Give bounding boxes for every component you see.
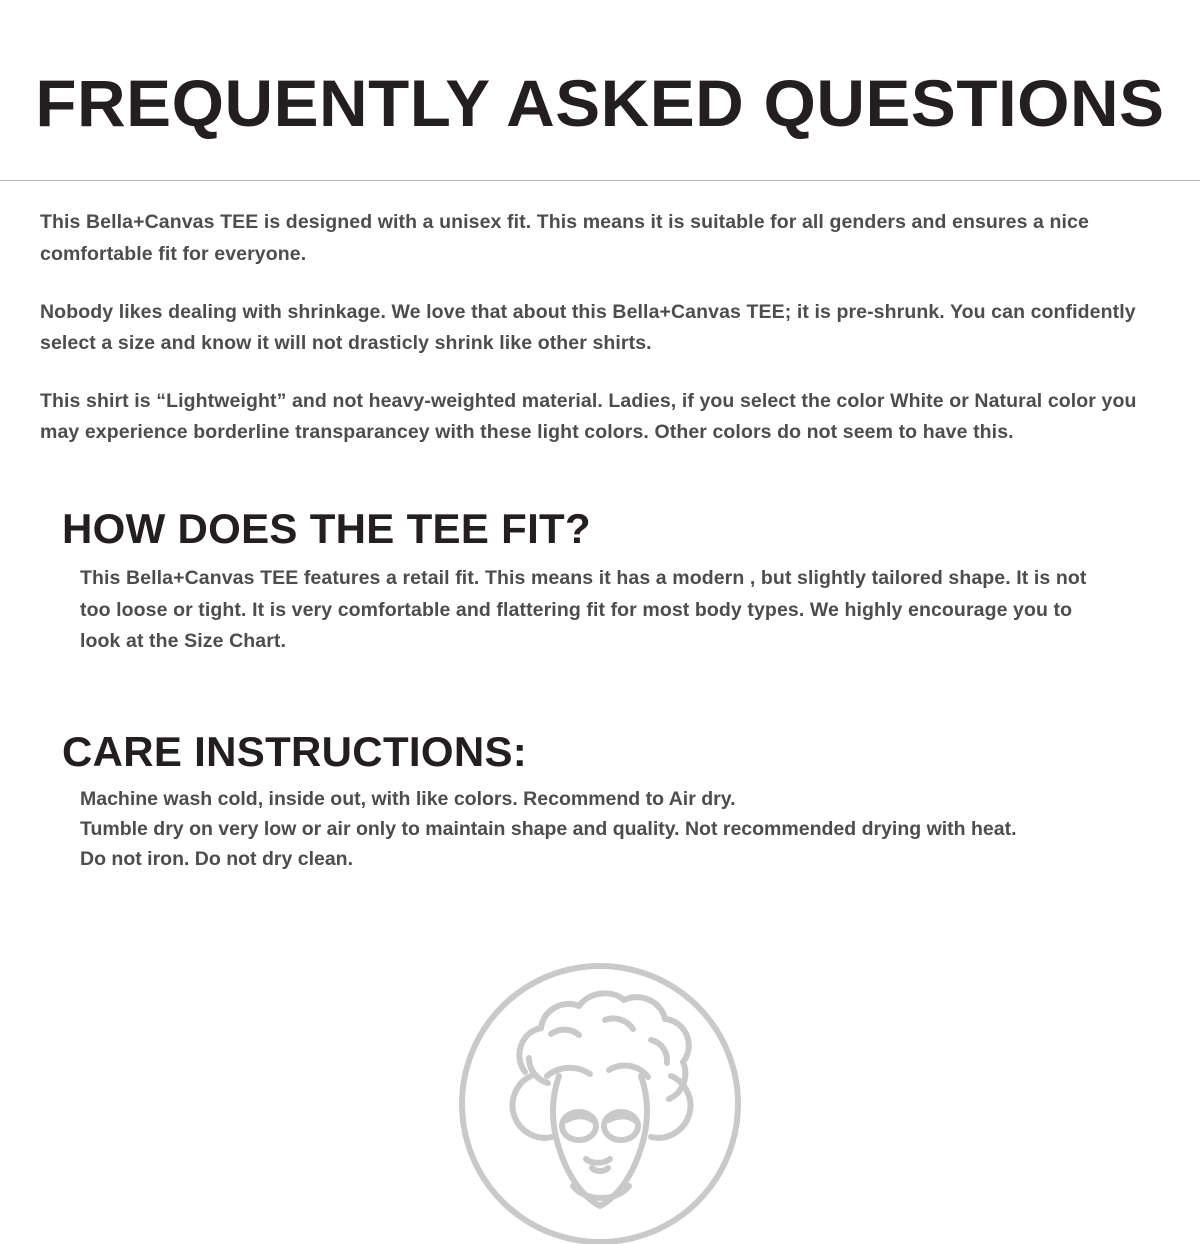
intro-paragraph-2: Nobody likes dealing with shrinkage. We love that about this Bella+Canvas TEE; it is pre-shrunk. You can confidently select a size and know it will not drasticly shrink like other shirts. [40,300,1136,355]
section-heading-care-instructions: CARE INSTRUCTIONS: [62,727,528,775]
section-tee-fit [40,504,1162,658]
faq-page [0,44,1200,1244]
care-line-3: Do not iron. Do not dry clean. [80,848,353,871]
section-body-tee-fit [40,563,1162,658]
intro-paragraph-1: This Bella+Canvas TEE is designed with a unisex fit. This means it is suitable for all genders and ensures a nice comfortable fit for everyone. [40,211,1089,266]
sheep-head-logo-icon [455,954,745,1244]
section-body-care-instructions [40,784,1162,875]
title-divider [0,180,1200,181]
content-area [0,207,1200,874]
care-line-2: Tumble dry on very low or air only to maintain shape and quality. Not recommended drying with heat. [80,818,1017,841]
tee-fit-paragraph: This Bella+Canvas TEE features a retail fit. This means it has a modern , but slightly tailored shape. It is not too loose or tight. It is very comfortable and flattering fit for most body types. We highly encourage you to look at the Size Chart. [80,567,1087,653]
section-heading-tee-fit: HOW DOES THE TEE FIT? [62,504,591,552]
brand-logo [0,944,1200,1244]
intro-paragraph-3: This shirt is “Lightweight” and not heavy-weighted material. Ladies, if you select the color White or Natural color you may experience borderline transparancey with these light colors. Other colors do not seem to have this. [40,389,1137,444]
section-care-instructions [40,727,1162,875]
care-line-1: Machine wash cold, inside out, with like colors. Recommend to Air dry. [80,787,736,810]
page-title: FREQUENTLY ASKED QUESTIONS [35,66,1165,141]
intro-block [40,207,1162,448]
